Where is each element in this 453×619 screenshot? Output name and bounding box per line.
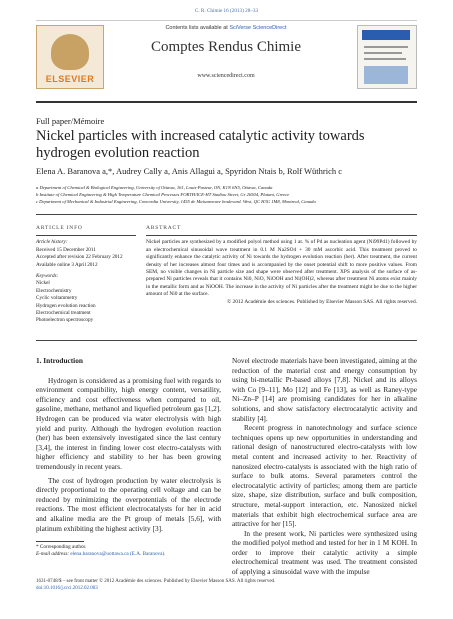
keyword: Cyclic voltammetry <box>36 295 78 302</box>
copyright: © 2012 Académie des sciences. Published by Elsevier Masson SAS. All rights reserved. <box>227 298 417 305</box>
abstract-header: ABSTRACT <box>146 225 182 231</box>
running-header: C. R. Chimie 16 (2013) 28–33 <box>194 8 259 14</box>
issn-line: 1631-0748/$ – see front matter © 2012 Académie des sciences. Published by Elsevier Masson SAS. All rights reserved. <box>36 579 276 584</box>
divider <box>36 340 417 341</box>
publisher-logo: ELSEVIER <box>36 25 104 89</box>
tree-icon <box>51 34 89 70</box>
author-email-link[interactable]: elena.baranova@uottawa.ca (E.A. Baranova). <box>70 551 166 557</box>
availability-line: Contents lists available at SciVerse ScienceDirect <box>165 25 287 31</box>
article-title: Nickel particles with increased catalytic activity towards hydrogen evolution reaction <box>36 128 365 161</box>
abstract-text: Nickel particles are synthesized by a modified polyol method using 1 at. % of Pd as nucleation agent (Ni99Pd1) followed by an electrochemical sinusoidal wave treatment in 0.1 M Na2SO4 + 30 mM ascorbic acid. This treatment proved to significantly enhance the catalytic activity of Ni towards the hydrogen evolution reaction (her). After treatment, the current density of her increases almost four times and is accompanied by the onset potential shift to more positive values. From SEM, no visible changes in Ni particle size and shape were observed after treatment. XPS analysis of the surface of as-prepared Ni particles reveals that it contains Ni0, NiO, NiOOH and Ni(OH)2, whereas after treatment Ni atoms exist mainly in the metallic form and as NiOOH. The increase in the activity of Ni particles after the treatment might be due to the higher amount of Ni0 at the surface. <box>146 239 417 298</box>
paragraph: In the present work, Ni particles were synthesized using the modified polyol method and tested for her in 1 M KOH. In order to improve their catalytic activity a simple electrochemical treatment was used. The treatment consisted of applying a sinusoidal wave with the impulse <box>232 528 417 577</box>
article-info-header: ARTICLE INFO <box>36 225 83 231</box>
paragraph: Recent progress in nanotechnology and surface science techniques opens up new opportunities in understanding and rational design of nanostructured electro-catalysts with low metal content and increased activity to her. Reactivity of nanosized electro-catalysts is associated with the high ratio of surface to bulk atoms. Several parameters control the electrocatalytic activity of particles; among them are particle size, shape, size distribution, surface and bulk composition, structure, metal-support interaction, etc. Nanosized nickel materials that exhibit high electrochemical surface area are attractive for her [15]. <box>232 423 417 529</box>
journal-url[interactable]: www.sciencedirect.com <box>197 73 255 79</box>
body-left-column <box>36 356 221 533</box>
keyword: Nickel <box>36 280 50 287</box>
history-online: Available online 3 April 2012 <box>36 261 98 268</box>
keyword: Photoelectron spectroscopy <box>36 317 94 324</box>
article-section-type: Full paper/Mémoire <box>36 116 105 126</box>
journal-cover-thumbnail <box>357 25 417 89</box>
keyword: Electrochemical treatment <box>36 310 91 317</box>
history-received: Received 15 December 2011 <box>36 246 96 253</box>
journal-masthead <box>36 20 417 103</box>
affiliation-c: c Department of Mechanical & Industrial Engineering, Concordia University, 1455 de Maisonneuve boulevard. West, QC H3G 1M8, Montreal, Canada <box>36 199 316 204</box>
paragraph: The cost of hydrogen production by water electrolysis is directly proportional to the operating cell voltage and can be reduced by minimizing the overpotentials of the electrode reactions. The most efficient electrocatalysts for her in acid and alkaline media are the Pt group of metals [5,6], with platinum exhibiting the highest activity [3]. <box>36 475 221 533</box>
corresponding-author: * Corresponding author. <box>36 544 87 550</box>
sciencedirect-link[interactable]: SciVerse ScienceDirect <box>229 25 287 31</box>
affiliation-b: b Institute of Chemical Engineering & High Temperature Chemical Processes FORTH/ICE-HT Stadiou Street, Gr 26504, Platani, Greece <box>36 192 290 197</box>
journal-title: Comptes Rendus Chimie <box>151 39 301 55</box>
legal-footer <box>36 578 417 592</box>
author-list: Elena A. Baranova a,*, Audrey Cally a, Anis Allagui a, Spyridon Ntais b, Rolf Wüthrich c <box>36 166 343 176</box>
paragraph: Novel electrode materials have been investigated, aiming at the reduction of the material cost and energy consumption by using bi-metallic Pt-based alloys [7,8]. Nickel and its alloys with Co [9–11], Mo [12] and Fe [13], as well as Raney-type Ni–Zn–P [14] are promising candidates for her in alkaline solutions, and show satisfactory electrocatalytic activity and stability [4]. <box>232 356 417 423</box>
keyword: Electrochemistry <box>36 287 72 294</box>
keyword: Hydrogen evolution reaction <box>36 302 96 309</box>
affiliations <box>36 184 426 205</box>
footnote: * Corresponding author. E-mail address: elena.baranova@uottawa.ca (E.A. Baranova). <box>36 541 221 558</box>
body-right-column <box>232 356 417 577</box>
doi-link[interactable]: doi:10.1016/j.crci.2012.02.003 <box>36 586 98 591</box>
history-accepted: Accepted after revision 22 February 2012 <box>36 254 123 261</box>
divider <box>36 214 417 215</box>
paragraph: Hydrogen is considered as a promising fuel with regards to environment compatibility, high energy content, versatility, efficiency and cost effectiveness when compared to oil, gasoline, methane, methanol and liquefied petroleum gas [1,2]. Hydrogen can be produced via water electrolysis with high yield and purity. Although the hydrogen evolution reaction (her) has been extensively investigated since the last century [3,4], the interest in finding lower cost electro-catalysts with higher efficiency and stability to her has been growing tremendously in recent years. <box>36 375 221 471</box>
article-info: ARTICLE INFO Article history: Received 15 December 2011 Accepted after revision 22 February 2012 Available online 3 April 2012 Keywords: Nickel Electrochemistry Cyclic voltammetry Hydrogen evolution reaction Electrochemical treatment Photoelectron spectroscopy <box>36 225 136 325</box>
section-heading: 1. Introduction <box>36 356 83 365</box>
abstract <box>146 225 417 306</box>
affiliation-a: a Department of Chemical & Biological Engineering, University of Ottawa, 161, Louis-Pasteur, ON, K1N 6N5, Ottawa, Canada <box>36 185 273 190</box>
